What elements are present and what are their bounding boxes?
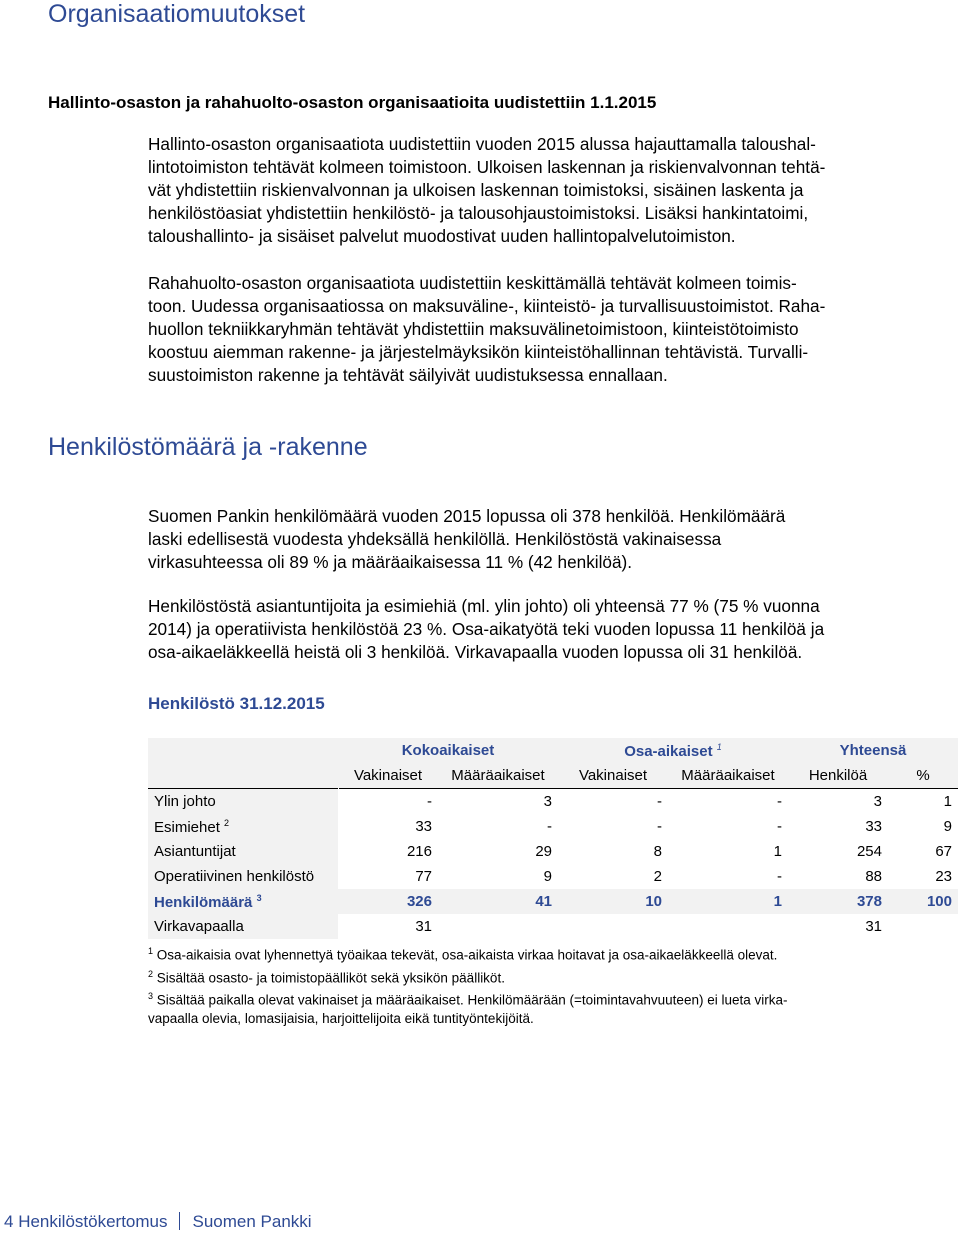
table-cell: 33 bbox=[865, 818, 882, 835]
table-cell: 9 bbox=[943, 818, 952, 835]
footnote-number: 2 bbox=[148, 968, 154, 979]
table-cell: 378 bbox=[788, 889, 888, 914]
table-cell: 33 bbox=[415, 818, 432, 835]
header-total: Yhteensä bbox=[839, 742, 907, 759]
footnote bbox=[148, 942, 918, 965]
paragraph-staff-composition bbox=[148, 595, 918, 664]
row-label bbox=[148, 864, 338, 889]
row-label bbox=[148, 914, 338, 939]
table-cell: - bbox=[777, 818, 782, 835]
table-row bbox=[148, 814, 958, 839]
footnote-number: 1 bbox=[148, 946, 154, 956]
paragraph-line: osa-aikaeläkkeellä heistä oli 3 henkilöä. Virkavapaalla vuoden lopussa oli 31 henkilöä. bbox=[148, 642, 803, 662]
row-label bbox=[148, 789, 338, 815]
table-group-header-row bbox=[148, 738, 958, 763]
sub-header: Vakinaiset bbox=[353, 767, 423, 784]
table-cell: 326 bbox=[338, 889, 438, 914]
table-cell: 216 bbox=[406, 843, 432, 860]
paragraph-line: suustoimiston rakenne ja tehtävät säilyivät uudistuksessa ennallaan. bbox=[148, 365, 668, 385]
footnote-ref: 1 bbox=[716, 741, 722, 752]
table-cell: 29 bbox=[535, 843, 552, 860]
paragraph-admin-department bbox=[148, 133, 918, 248]
footnote-text: Sisältää osasto- ja toimistopäälliköt sekä yksikön päälliköt. bbox=[156, 970, 505, 985]
row-label-text: Operatiivinen henkilöstö bbox=[154, 868, 315, 885]
table-row bbox=[148, 839, 958, 864]
header-full-time: Kokoaikaiset bbox=[401, 742, 495, 759]
table-row bbox=[148, 789, 958, 815]
paragraph-line: henkilöstöasiat yhdistettiin henkilöstö- ja talousohjaustoimistoksi. Lisäksi hankintatoimi, bbox=[148, 203, 809, 223]
row-label-text: Asiantuntijat bbox=[154, 843, 236, 860]
paragraph-line: lintotoimiston tehtävät kolmeen toimistoon. Ulkoisen laskennan ja riskienvalvonnan tehtä- bbox=[148, 157, 826, 177]
row-label-text: Ylin johto bbox=[154, 793, 216, 810]
table-cell: - bbox=[777, 868, 782, 885]
footnote-number: 3 bbox=[148, 991, 154, 1001]
header-part-time bbox=[558, 738, 788, 763]
table-cell: 88 bbox=[865, 868, 882, 885]
row-label bbox=[148, 889, 338, 914]
table-cell bbox=[438, 914, 558, 939]
section-heading-organisation-changes: Organisaatiomuutokset bbox=[48, 0, 306, 28]
table-cell: 9 bbox=[543, 868, 552, 885]
paragraph-line: huollon tekniikkaryhmän tehtävät yhdistettiin maksuvälinetoimistoon, kiinteistötoimisto bbox=[148, 319, 799, 339]
paragraph-currency-department bbox=[148, 272, 918, 387]
table-cell: 254 bbox=[856, 843, 882, 860]
table-cell: 2 bbox=[653, 868, 662, 885]
table-total-row bbox=[148, 889, 958, 914]
table-cell bbox=[888, 914, 958, 939]
footnote-text: Sisältää paikalla olevat vakinaiset ja määräaikaiset. Henkilömäärään (=toimintavahvuuteen) ei lueta virka- bbox=[156, 992, 788, 1008]
sub-header: Vakinaiset bbox=[578, 767, 648, 784]
paragraph-line: Rahahuolto-osaston organisaatiota uudistettiin keskittämällä tehtävät kolmeen toimis- bbox=[148, 273, 797, 293]
table-sub-header-row bbox=[148, 763, 958, 789]
table-cell: 77 bbox=[415, 868, 432, 885]
report-name: Henkilöstökertomus bbox=[18, 1212, 168, 1231]
table-row bbox=[148, 864, 958, 889]
paragraph-line: Suomen Pankin henkilömäärä vuoden 2015 lopussa oli 378 henkilöä. Henkilömäärä bbox=[148, 506, 786, 526]
table-cell: 8 bbox=[653, 843, 662, 860]
table-cell: - bbox=[668, 789, 788, 815]
table-footnotes bbox=[148, 942, 918, 1028]
footnote bbox=[148, 965, 918, 988]
footnote-ref: 2 bbox=[224, 817, 230, 828]
footer-divider bbox=[179, 1212, 180, 1230]
paragraph-line: Henkilöstöstä asiantuntijoita ja esimiehiä (ml. ylin johto) oli yhteensä 77 % (75 % vuonna bbox=[148, 596, 820, 616]
paragraph-line: vät yhdistettiin riskienvalvonnan ja ulkoisen laskennan toimistoksi, sisäinen laskenta ja bbox=[148, 180, 804, 200]
footnote-continuation: vapaalla olevia, lomasijaisia, harjoittelijoita eikä tuntityöntekijöitä. bbox=[148, 1010, 534, 1026]
footnote bbox=[148, 987, 918, 1010]
row-label-text: Henkilömäärä bbox=[154, 893, 253, 911]
table-cell: - bbox=[558, 789, 668, 815]
sub-header: % bbox=[916, 767, 930, 784]
table-cell: 3 bbox=[438, 789, 558, 815]
table-cell: 10 bbox=[558, 889, 668, 914]
paragraph-line: Hallinto-osaston organisaatiota uudistettiin vuoden 2015 alussa hajauttamalla taloushal- bbox=[148, 134, 816, 154]
table-cell: - bbox=[547, 818, 552, 835]
organisation-name: Suomen Pankki bbox=[192, 1212, 312, 1231]
table-cell: 100 bbox=[888, 889, 958, 914]
table-caption: Henkilöstö 31.12.2015 bbox=[148, 694, 325, 713]
staff-table bbox=[148, 738, 958, 939]
footnote-text: Osa-aikaisia ovat lyhennettyä työaikaa tekevät, osa-aikaista virkaa hoitavat ja osa-aikaeläkkeellä olevat. bbox=[156, 947, 778, 963]
table-cell: 23 bbox=[935, 868, 952, 885]
paragraph-line: 2014) ja operatiivista henkilöstöä 23 %. Osa-aikatyötä teki vuoden lopussa 11 henkilöä ja bbox=[148, 619, 825, 639]
row-label bbox=[148, 839, 338, 864]
page-footer bbox=[4, 1212, 312, 1232]
paragraph-line: koostuu aiemman rakenne- ja järjestelmäyksikön kiinteistöhallinnan tehtävistä. Turvalli- bbox=[148, 342, 809, 362]
table-cell: 3 bbox=[788, 789, 888, 815]
header-part-time-label: Osa-aikaiset bbox=[624, 742, 713, 760]
subheading-reorganisation: Hallinto-osaston ja rahahuolto-osaston organisaatioita uudistettiin 1.1.2015 bbox=[48, 93, 657, 112]
table-cell: 41 bbox=[438, 889, 558, 914]
sub-header: Henkilöä bbox=[808, 767, 868, 784]
row-label bbox=[148, 814, 338, 839]
paragraph-line: laski edellisestä vuodesta yhdeksällä henkilöllä. Henkilöstöstä vakinaisessa bbox=[148, 529, 722, 549]
table-cell: 31 bbox=[415, 918, 432, 935]
table-cell bbox=[558, 914, 668, 939]
table-cell: 1 bbox=[888, 789, 958, 815]
paragraph-line: toon. Uudessa organisaatiossa on maksuväline-, kiinteistö- ja turvallisuustoimistot. Raha- bbox=[148, 296, 826, 316]
table-cell: 1 bbox=[668, 889, 788, 914]
paragraph-line: taloushallinto- ja sisäiset palvelut muodostivat uuden hallintopalvelutoimiston. bbox=[148, 226, 736, 246]
row-label-text: Esimiehet bbox=[154, 818, 220, 836]
table-header-empty bbox=[148, 763, 338, 789]
table-header-empty bbox=[148, 738, 338, 763]
sub-header: Määräaikaiset bbox=[681, 767, 775, 784]
paragraph-line: virkasuhteessa oli 89 % ja määräaikaisessa 11 % (42 henkilöä). bbox=[148, 552, 633, 572]
table-cell: - bbox=[657, 818, 662, 835]
row-label-text: Virkavapaalla bbox=[154, 918, 244, 935]
table-row bbox=[148, 914, 958, 939]
table-cell: - bbox=[338, 789, 438, 815]
section-heading-staff-structure: Henkilöstömäärä ja -rakenne bbox=[48, 433, 368, 461]
table-cell: 67 bbox=[935, 843, 952, 860]
footnote-ref: 3 bbox=[256, 892, 262, 903]
sub-header: Määräaikaiset bbox=[451, 767, 545, 784]
table-cell: 1 bbox=[773, 843, 782, 860]
table-cell bbox=[668, 914, 788, 939]
paragraph-staff-count bbox=[148, 505, 888, 574]
table-cell: 31 bbox=[865, 918, 882, 935]
page-number: 4 bbox=[4, 1212, 14, 1231]
